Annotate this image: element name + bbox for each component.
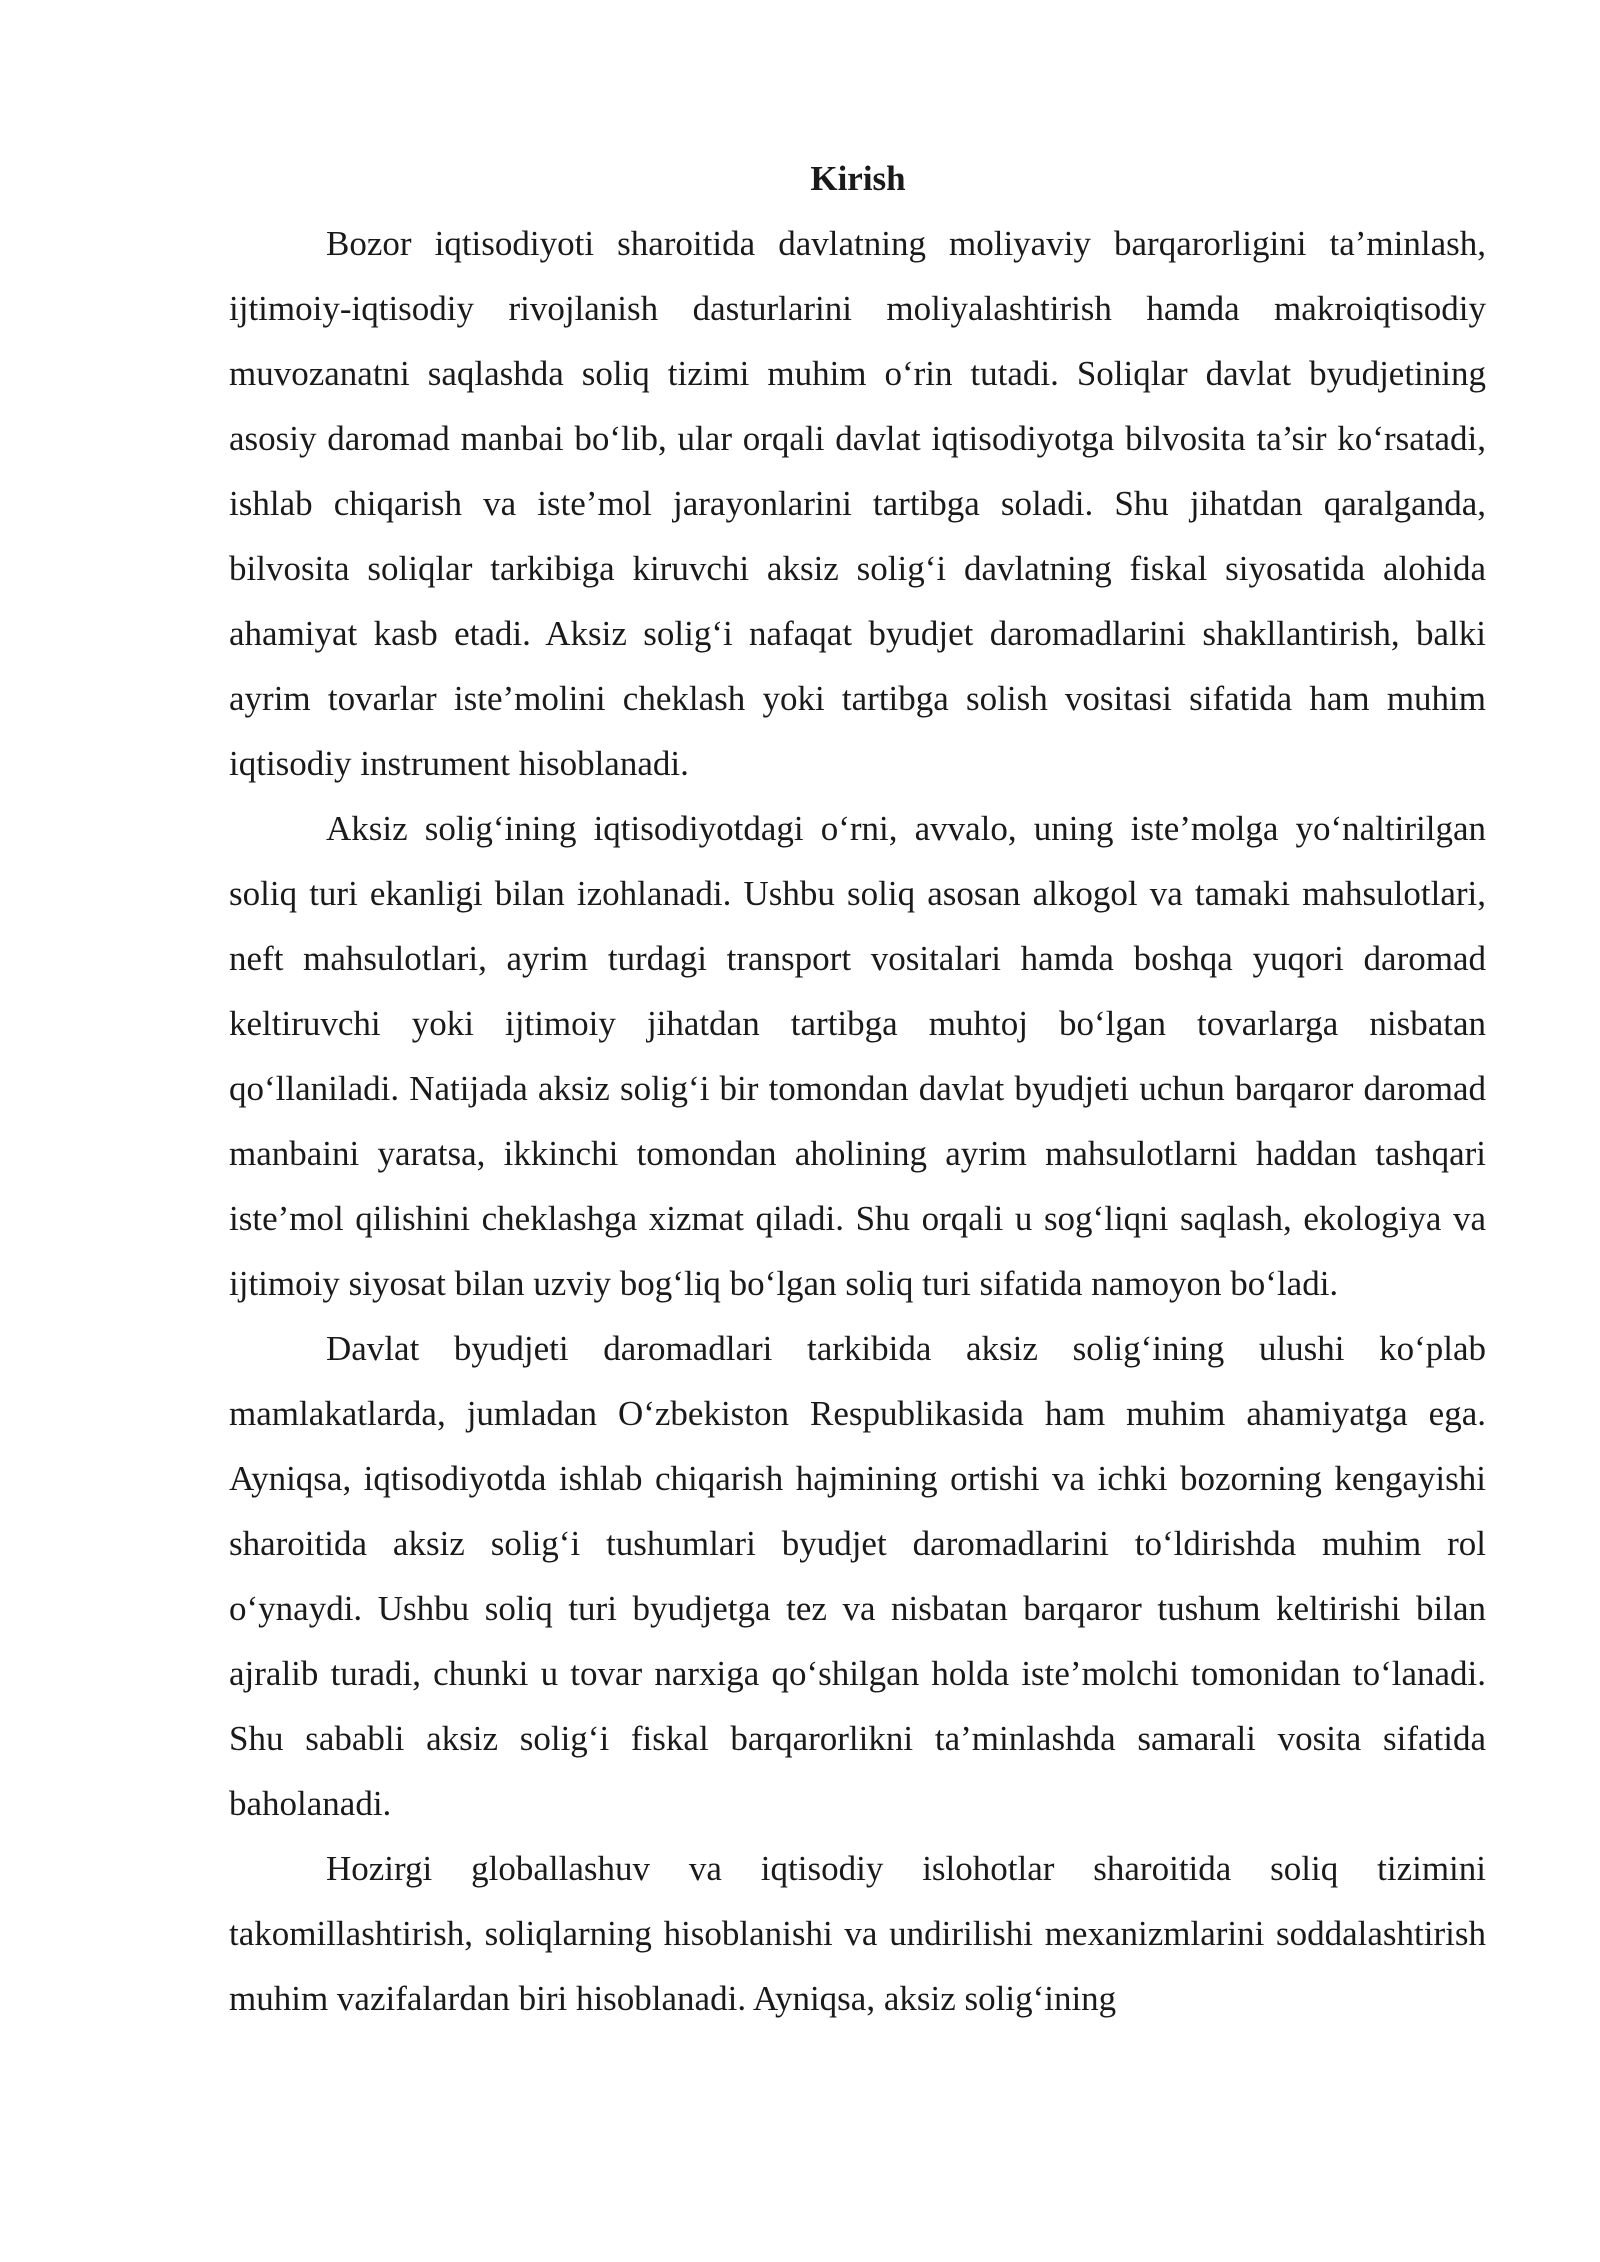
paragraph-4: Hozirgi globallashuv va iqtisodiy islohotlar sharoitida soliq tizimini takomillashtirish, soliqlarning hisoblanishi va undirilishi mexanizmlarini soddalashtirish muhim vazifalardan biri hisoblanadi. Ayniqsa, aksiz solig‘ining <box>229 1849 1486 2018</box>
paragraph-3: Davlat byudjeti daromadlari tarkibida aksiz solig‘ining ulushi ko‘plab mamlakatlarda, jumladan O‘zbekiston Respublikasida ham muhim ahamiyatga ega. Ayniqsa, iqtisodiyotda ishlab chiqarish hajmining ortishi va ichki bozorning kengayishi sharoitida aksiz solig‘i tushumlari byudjet daromadlarini to‘ldirishda muhim rol o‘ynaydi. Ushbu soliq turi byudjetga tez va nisbatan barqaror tushum keltirishi bilan ajralib turadi, chunki u tovar narxiga qo‘shilgan holda iste’molchi tomonidan to‘lanadi. Shu sababli aksiz solig‘i fiskal barqarorlikni ta’minlashda samarali vosita sifatida baholanadi. <box>229 1329 1486 1823</box>
paragraph-2: Aksiz solig‘ining iqtisodiyotdagi o‘rni, avvalo, uning iste’molga yo‘naltirilgan soliq turi ekanligi bilan izohlanadi. Ushbu soliq asosan alkogol va tamaki mahsulotlari, neft mahsulotlari, ayrim turdagi transport vositalari hamda boshqa yuqori daromad keltiruvchi yoki ijtimoiy jihatdan tartibga muhtoj bo‘lgan tovarlarga nisbatan qo‘llaniladi. Natijada aksiz solig‘i bir tomondan davlat byudjeti uchun barqaror daromad manbaini yaratsa, ikkinchi tomondan aholining ayrim mahsulotlarni haddan tashqari iste’mol qilishini cheklashga xizmat qiladi. Shu orqali u sog‘liqni saqlash, ekologiya va ijtimoiy siyosat bilan uzviy bog‘liq bo‘lgan soliq turi sifatida namoyon bo‘ladi. <box>229 809 1486 1303</box>
paragraph-1: Bozor iqtisodiyoti sharoitida davlatning moliyaviy barqarorligini ta’minlash, ijtimoiy-iqtisodiy rivojlanish dasturlarini moliyalashtirish hamda makroiqtisodiy muvozanatni saqlashda soliq tizimi muhim o‘rin tutadi. Soliqlar davlat byudjetining asosiy daromad manbai bo‘lib, ular orqali davlat iqtisodiyotga bilvosita ta’sir ko‘rsatadi, ishlab chiqarish va iste’mol jarayonlarini tartibga soladi. Shu jihatdan qaralganda, bilvosita soliqlar tarkibiga kiruvchi aksiz solig‘i davlatning fiskal siyosatida alohida ahamiyat kasb etadi. Aksiz solig‘i nafaqat byudjet daromadlarini shakllantirish, balki ayrim tovarlar iste’molini cheklash yoki tartibga solish vositasi sifatida ham muhim iqtisodiy instrument hisoblanadi. <box>229 224 1486 783</box>
section-title: Kirish <box>810 159 906 198</box>
document-body <box>229 146 1486 2031</box>
